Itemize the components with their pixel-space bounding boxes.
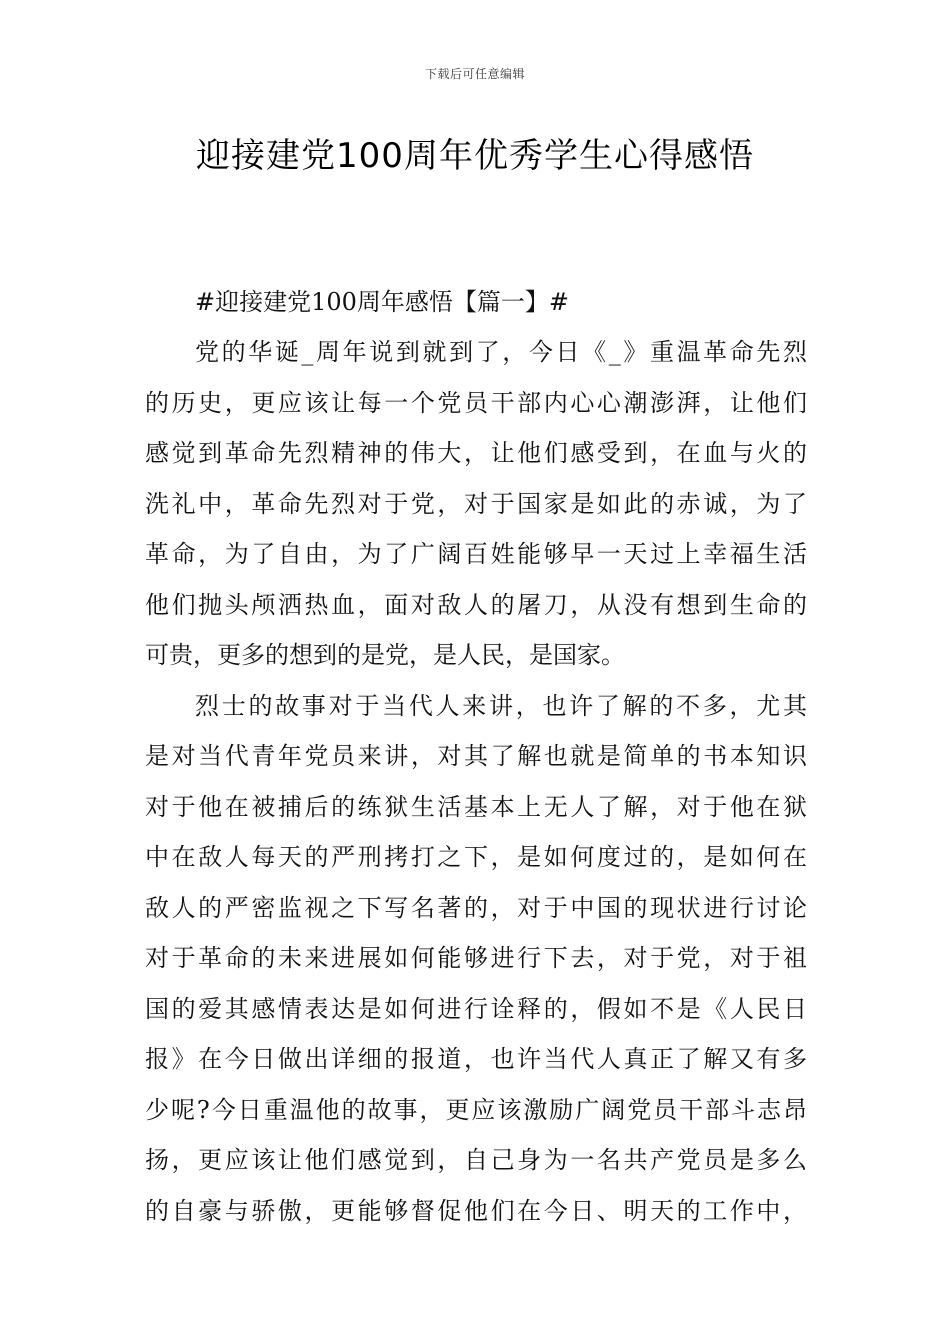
text-line: 报》在今日做出详细的报道，也许当代人真正了解又有多 (145, 1045, 807, 1073)
text-line: 的历史，更应该让每一个党员干部内心心潮澎湃，让他们 (145, 388, 807, 417)
text-line: 党的华诞_周年说到就到了，今日《_》重温革命先烈 (195, 338, 807, 366)
text-line: 中在敌人每天的严刑拷打之下，是如何度过的，是如何在 (145, 843, 807, 871)
text-line: 敌人的严密监视之下写名著的，对于中国的现状进行讨论 (145, 893, 807, 922)
text-line: 可贵，更多的想到的是党，是人民，是国家。 (145, 641, 625, 669)
text-line: 革命，为了自由，为了广阔百姓能够早一天过上幸福生活 (145, 540, 807, 568)
text-line: 烈士的故事对于当代人来讲，也许了解的不多，尤其 (195, 691, 807, 720)
text-line: 洗礼中，革命先烈对于党，对于国家是如此的赤诚，为了 (145, 489, 807, 518)
text-line: 感觉到革命先烈精神的伟大，让他们感受到，在血与火的 (145, 439, 807, 467)
text-line: 少呢?今日重温他的故事，更应该激励广阔党员干部斗志昂 (145, 1095, 807, 1124)
document-title: 迎接建党100周年优秀学生心得感悟 (196, 136, 754, 176)
text-line: 的自豪与骄傲，更能够督促他们在今日、明天的工作中， (145, 1196, 807, 1225)
paragraph-2 (145, 681, 807, 1237)
text-line: 对于革命的未来进展如何能够进行下去，对于党，对于祖 (145, 944, 807, 972)
text-line: 国的爱其感情表达是如何进行诠释的，假如不是《人民日 (145, 994, 807, 1023)
section-heading: #迎接建党100周年感悟【篇一】# (195, 288, 570, 316)
paragraph-1 (145, 327, 807, 681)
document-body (145, 278, 807, 1236)
text-line: 扬，更应该让他们感觉到，自己身为一名共产党员是多么 (145, 1146, 807, 1174)
text-line: 对于他在被捕后的练狱生活基本上无人了解，对于他在狱 (145, 792, 807, 821)
header-note: 下载后可任意编辑 (424, 67, 525, 81)
text-line: 他们抛头颅洒热血，面对敌人的屠刀，从没有想到生命的 (145, 590, 807, 619)
text-line: 是对当代青年党员来讲，对其了解也就是简单的书本知识 (145, 742, 807, 770)
